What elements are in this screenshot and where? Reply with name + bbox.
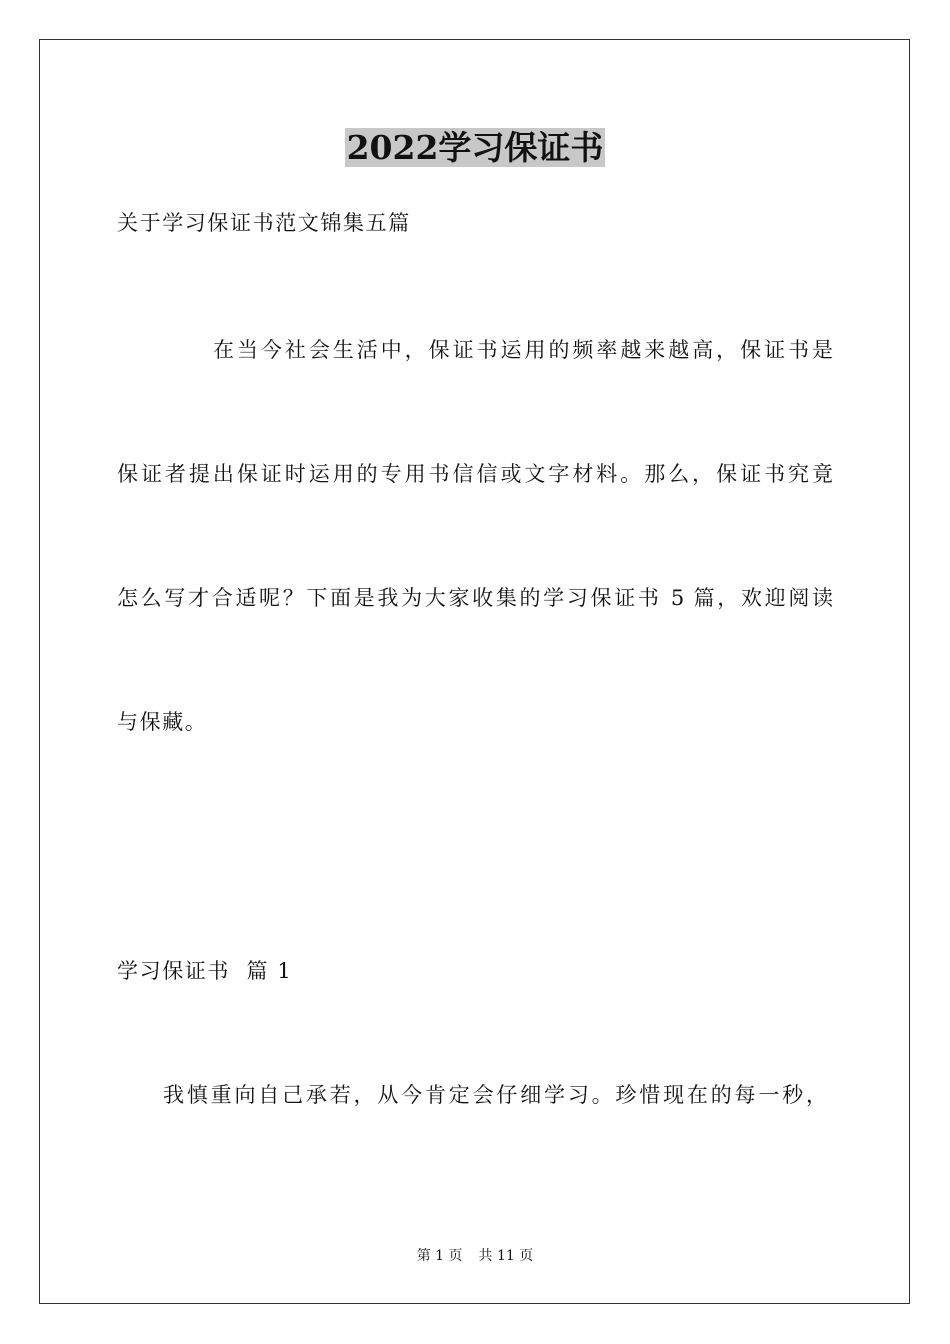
section-heading: 学习保证书 篇 1: [117, 959, 293, 983]
document-subtitle: 关于学习保证书范文锦集五篇: [117, 211, 411, 235]
intro-line-3: 怎么写才合适呢？下面是我为大家收集的学习保证书 5 篇，欢迎阅读: [117, 586, 833, 610]
total-pages: 共 11 页: [478, 1248, 534, 1264]
page-number: 第 1 页: [416, 1248, 463, 1264]
intro-line-1: 在当今社会生活中，保证书运用的频率越来越高，保证书是: [213, 338, 833, 362]
document-title-text: 2022学习保证书: [346, 128, 604, 167]
intro-line-4: 与保藏。: [117, 710, 208, 734]
intro-line-2: 保证者提出保证时运用的专用书信信或文字材料。那么，保证书究竟: [117, 462, 833, 486]
page-footer: [0, 1247, 950, 1265]
section-paragraph-line-1: 我慎重向自己承若，从今肯定会仔细学习。珍惜现在的每一秒，: [163, 1083, 827, 1107]
document-title: [0, 128, 950, 168]
